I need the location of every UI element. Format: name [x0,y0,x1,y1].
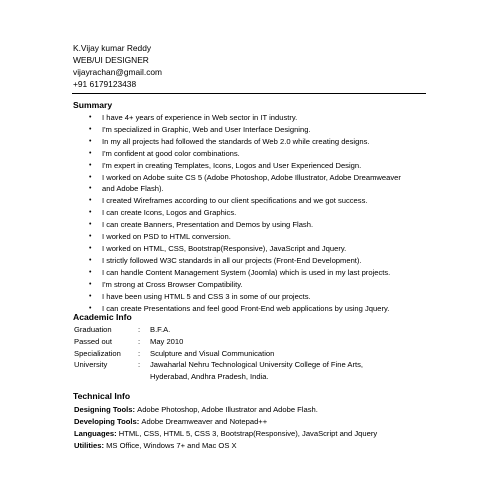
academic-label: Graduation [74,325,112,334]
summary-item [73,267,433,279]
bullet-icon: • [89,185,92,193]
summary-item [73,183,433,195]
bullet-icon: • [89,268,92,276]
technical-label: Designing Tools [74,405,133,414]
contact-header [73,42,162,90]
summary-item-text: In my all projects had followed the standards of Web 2.0 while creating designs. [102,136,370,146]
summary-item-text: I can create Banners, Presentation and Demos by using Flash. [102,220,314,230]
summary-item-text: I can create Icons, Logos and Graphics. [102,208,237,218]
technical-value: HTML, CSS, HTML 5, CSS 3, Bootstrap(Responsive), JavaScript and Jquery [118,428,378,438]
academic-label: Specialization [74,348,121,358]
bullet-icon: • [89,173,92,181]
technical-value: MS Office, Windows 7+ and Mac OS X [106,440,237,450]
summary-item-text: I'm confident at good color combinations. [102,148,240,158]
summary-item [73,219,433,231]
technical-value: Adobe Photoshop, Adobe Illustrator and Adobe Flash. [137,405,318,414]
academic-value: Sculpture and Visual Communication [150,348,275,358]
summary-item-text: I worked on Adobe suite CS 5 (Adobe Photoshop, Adobe Illustrator, Adobe Dreamweaver [102,172,401,182]
academic-label: Passed out [74,336,112,346]
summary-item [73,195,433,207]
summary-item-text: and Adobe Flash). [102,184,164,194]
candidate-email: vijayrachan@gmail.com [73,67,163,77]
technical-label: Developing Tools [74,416,137,426]
summary-item [73,112,433,124]
bullet-icon: • [89,244,92,252]
bullet-icon: • [89,161,92,169]
technical-value: Adobe Dreamweaver and Notepad++ [141,416,268,426]
bullet-icon: • [89,125,92,133]
academic-colon: : [138,336,141,346]
academic-colon: : [138,348,141,358]
academic-label: University [74,360,108,370]
summary-item [73,136,433,148]
summary-item [73,207,433,219]
summary-item-text: I can create Presentations and feel good Front-End web applications by using Jquery. [102,303,390,313]
academic-colon: : [138,325,141,334]
candidate-name: K.Vijay kumar Reddy [73,43,152,53]
bullet-icon: • [89,149,92,157]
bullet-icon: • [89,114,92,121]
technical-label: Languages [74,428,115,438]
bullet-icon: • [89,221,92,229]
technical-label: Utilities [74,440,102,450]
bullet-icon: • [89,304,92,312]
summary-item [73,279,433,291]
technical-row [74,428,377,440]
summary-item-text: I worked on PSD to HTML conversion. [102,232,231,242]
summary-item [73,148,433,160]
bullet-icon: • [89,233,92,241]
technical-row [74,404,377,416]
summary-item-text: I have been using HTML 5 and CSS 3 in some of our projects. [102,291,311,301]
academic-value: Hyderabad, Andhra Pradesh, India. [150,372,269,382]
summary-item-text: I can handle Content Management System (Joomla) which is used in my last projects. [102,267,391,277]
academic-value: May 2010 [150,336,184,346]
summary-item [73,291,433,303]
technical-list [74,404,377,452]
candidate-phone: +91 6179123438 [73,79,137,89]
summary-item [73,243,433,255]
summary-item [73,124,433,136]
bullet-icon: • [89,197,92,205]
summary-item-text: I created Wireframes according to our client specifications and we got success. [102,196,368,206]
summary-item-text: I worked on HTML, CSS, Bootstrap(Responsive), JavaScript and Jquery. [102,243,347,253]
technical-row [74,416,377,428]
bullet-icon: • [89,292,92,300]
summary-item-text: I'm expert in creating Templates, Icons, Logos and User Experienced Design. [102,160,362,170]
technical-colon: : [101,440,107,450]
summary-item [73,160,433,172]
academic-value: B.F.A. [150,325,171,334]
technical-colon: : [136,416,142,426]
header-divider [72,93,426,94]
academic-heading: Academic Info [73,312,132,322]
summary-heading: Summary [73,100,113,110]
technical-colon: : [114,428,119,438]
bullet-icon: • [89,137,92,145]
technical-colon: : [132,405,138,414]
bullet-icon: • [89,280,92,288]
bullet-icon: • [89,209,92,217]
summary-item [73,255,433,267]
summary-item-text: I have 4+ years of experience in Web sector in IT industry. [102,113,298,122]
candidate-role: WEB/UI DESIGNER [73,55,149,65]
technical-heading: Technical Info [73,391,131,401]
summary-item-text: I'm specialized in Graphic, Web and User Interface Designing. [102,124,311,134]
academic-value: Jawaharlal Nehru Technological University College of Fine Arts, [150,360,364,370]
summary-item-text: I'm strong at Cross Browser Compatibility. [102,279,243,289]
summary-list [73,112,433,314]
summary-item [73,172,433,184]
summary-item-text: I strictly followed W3C standards in all our projects (Front-End Development). [102,255,362,265]
academic-colon: : [138,360,141,370]
summary-item [73,231,433,243]
technical-row [74,440,377,452]
bullet-icon: • [89,256,92,264]
